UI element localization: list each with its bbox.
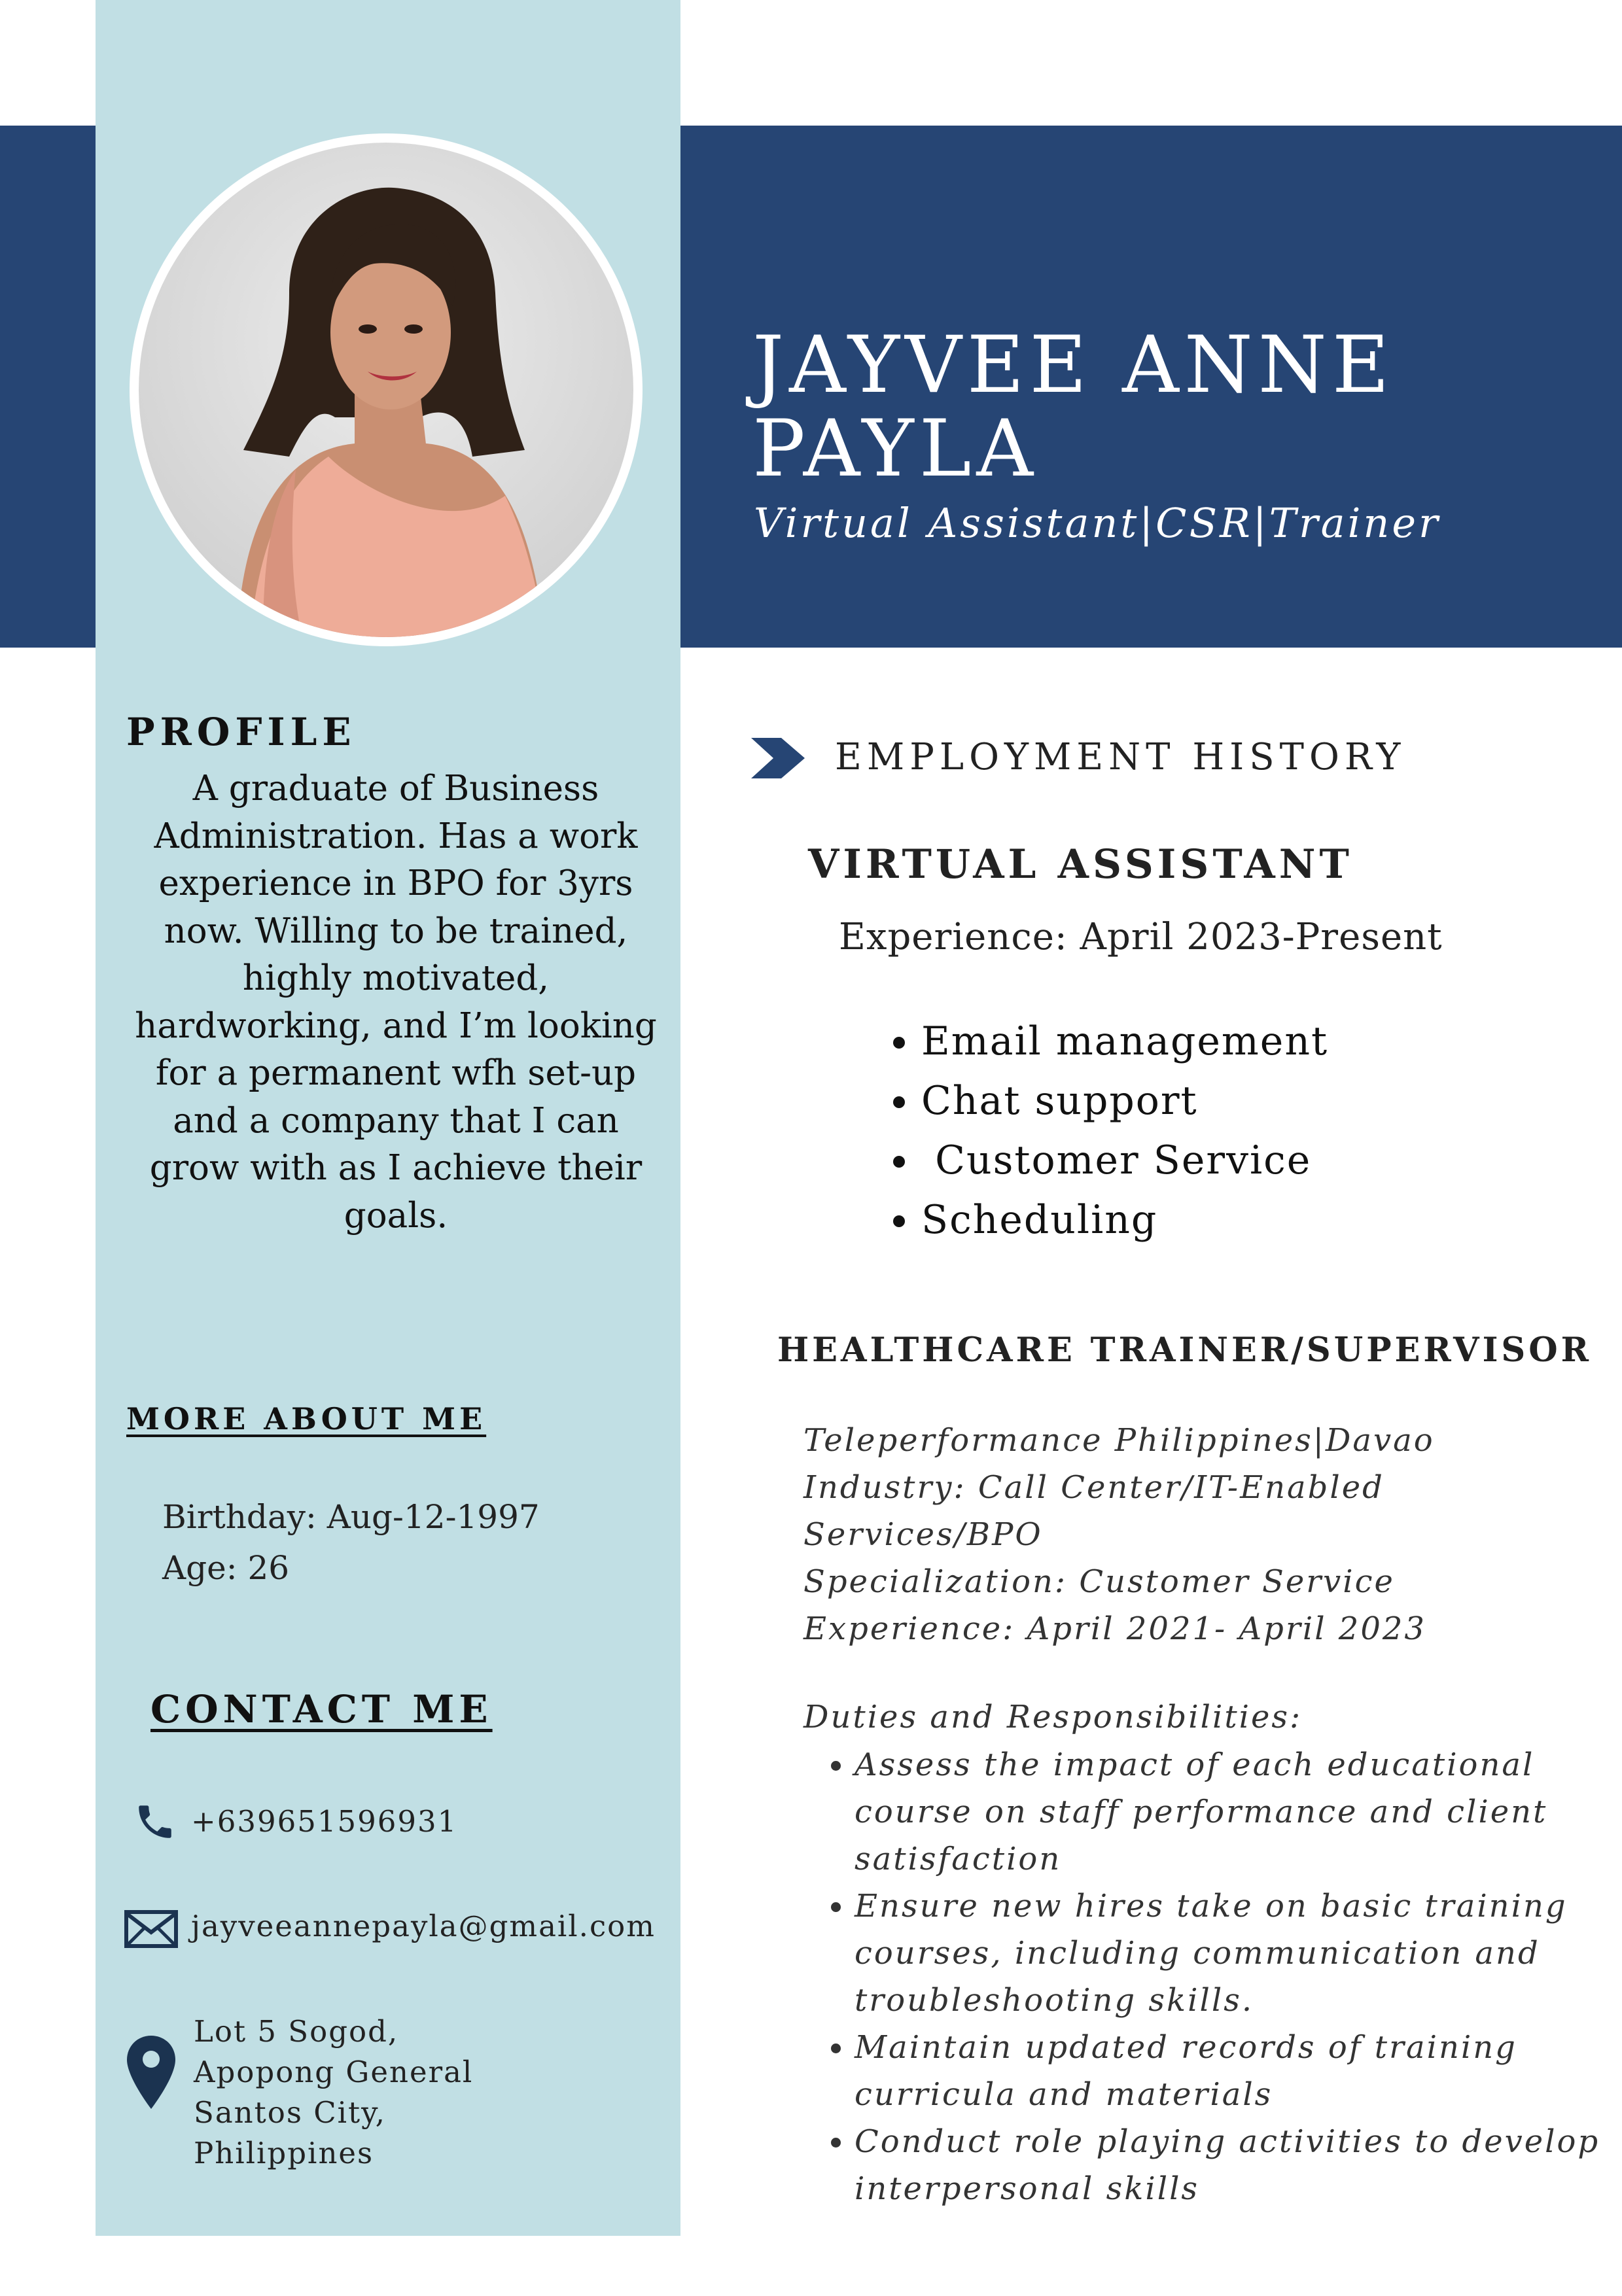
more-about-heading: MORE ABOUT ME: [126, 1401, 487, 1436]
duties-label: Duties and Responsibilities:: [803, 1699, 1303, 1735]
phone-icon: [133, 1800, 177, 1843]
profile-summary: A graduate of Business Administration. Has a work experience in BPO for 3yrs now. Willing to be trained, highly motivated, hardworking, and I’m looking for a permanent wfh set-up and a company that I can grow with as I achieve their goals.: [135, 769, 657, 1236]
job-details: [803, 1417, 1556, 1652]
profile-heading: PROFILE: [126, 710, 357, 754]
address-line: Apopong General: [194, 2055, 474, 2089]
list-item: • Email management: [921, 1012, 1328, 1071]
list-item: • Chat support: [921, 1071, 1328, 1131]
candidate-name: [752, 320, 1570, 495]
phone-number[interactable]: +639651596931: [191, 1804, 458, 1839]
age-text: Age: 26: [162, 1549, 290, 1587]
list-item: • Customer Service: [921, 1131, 1328, 1191]
list-item: • Scheduling: [921, 1191, 1328, 1250]
chevron-right-icon: [751, 738, 805, 778]
job-detail-line: Specialization: Customer Service: [803, 1563, 1395, 1600]
employment-history-heading: EMPLOYMENT HISTORY: [835, 736, 1406, 778]
location-pin-icon: [126, 2034, 177, 2110]
address-line: Lot 5 Sogod,: [194, 2014, 399, 2049]
mail-icon: [124, 1910, 178, 1948]
job-title: HEALTHCARE TRAINER/SUPERVISOR: [777, 1331, 1593, 1370]
name-line-2: PAYLA: [752, 404, 1039, 495]
name-line-1: JAYVEE ANNE: [752, 320, 1395, 411]
list-item: • Assess the impact of each educational course on staff performance and client satisfaction: [855, 1741, 1600, 1883]
job-detail-line: Experience: April 2021- April 2023: [803, 1610, 1426, 1647]
job-detail-line: Teleperformance Philippines|Davao: [803, 1422, 1435, 1459]
job-experience: Experience: April 2023-Present: [839, 916, 1443, 958]
address: [194, 2011, 473, 2174]
list-item: • Conduct role playing activities to develop interpersonal skills: [855, 2118, 1600, 2212]
address-line: Santos City,: [194, 2095, 386, 2130]
job-detail-line: Services/BPO: [803, 1516, 1043, 1553]
contact-heading: CONTACT ME: [150, 1687, 493, 1731]
job-duties-list: [851, 1012, 1328, 1250]
list-item: • Maintain updated records of training curricula and materials: [855, 2024, 1600, 2118]
job-duties-list: [803, 1741, 1600, 2212]
job-detail-line: Industry: Call Center/IT-Enabled: [803, 1469, 1384, 1506]
list-item: • Ensure new hires take on basic training courses, including communication and troubleshooting skills.: [855, 1883, 1600, 2024]
birthday-text: Birthday: Aug-12-1997: [162, 1498, 540, 1536]
job-title: VIRTUAL ASSISTANT: [808, 841, 1353, 888]
job-subtitle: Virtual Assistant|CSR|Trainer: [754, 499, 1441, 547]
email-address[interactable]: jayveeannepayla@gmail.com: [191, 1909, 656, 1943]
profile-photo: [139, 143, 633, 637]
address-line: Philippines: [194, 2136, 374, 2170]
